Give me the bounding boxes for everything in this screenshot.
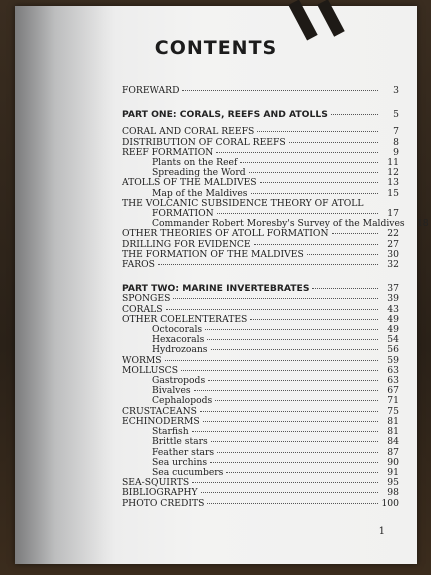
- dot-leader: [289, 142, 378, 143]
- toc-entry-title: Commander Robert Moresby's Survey of the Maldives: [152, 218, 405, 230]
- toc-entry-page: 32: [387, 259, 399, 271]
- dot-leader: [240, 162, 378, 163]
- dot-leader: [194, 390, 378, 391]
- toc-entry-title: SPONGES: [122, 293, 171, 305]
- book-page: [15, 6, 429, 564]
- dot-leader: [208, 380, 378, 381]
- dot-leader: [210, 462, 378, 463]
- toc-entry-page: 71: [387, 395, 399, 407]
- toc-entry-title: Spreading the Word: [152, 167, 246, 179]
- toc-entry: [122, 345, 399, 355]
- toc-entry-title: Sea urchins: [152, 456, 208, 468]
- toc-entry-title: Starfish: [152, 426, 189, 438]
- toc-entry-page: 56: [387, 344, 399, 356]
- dot-leader: [192, 431, 378, 432]
- dot-leader: [203, 421, 378, 422]
- dot-leader: [182, 90, 378, 91]
- toc-entry-page: 81: [387, 426, 399, 438]
- toc-entry: [122, 488, 399, 498]
- dot-leader: [226, 472, 378, 473]
- toc-entry-title: Feather stars: [152, 446, 215, 458]
- section-gap: [122, 270, 399, 277]
- toc-entry-page: 54: [387, 334, 399, 346]
- toc-entry-page: 22: [387, 228, 399, 240]
- toc-entry: [122, 86, 399, 96]
- dot-leader: [205, 329, 378, 330]
- toc-entry-title: SEA-SQUIRTS: [122, 477, 190, 489]
- toc-entry-page: 27: [387, 238, 399, 250]
- toc-entry-page: 17: [387, 208, 399, 220]
- section-gap: [122, 96, 399, 103]
- dot-leader: [207, 503, 378, 504]
- dot-leader: [249, 172, 378, 173]
- toc-entry-page: 18: [416, 218, 429, 230]
- toc-entry: [122, 260, 399, 270]
- toc-entry-page: 63: [387, 375, 399, 387]
- toc-entry-title: Brittle stars: [152, 436, 208, 448]
- toc-part-heading: [122, 110, 399, 120]
- toc-entry-title: Plants on the Reef: [152, 157, 238, 169]
- toc-entry-title: Cephalopods: [152, 395, 213, 407]
- toc-entry-title: PART ONE: CORALS, REEFS AND ATOLLS: [122, 109, 328, 121]
- toc-entry-title: FAROS: [122, 259, 155, 271]
- toc-entry-page: 9: [393, 146, 399, 158]
- toc-entry-page: 7: [393, 126, 399, 138]
- dot-leader: [165, 360, 378, 361]
- toc-entry-title: Octocorals: [152, 324, 203, 336]
- toc-entry-page: 84: [387, 436, 399, 448]
- toc-entry-page: 49: [387, 324, 399, 336]
- toc-entry-page: 90: [387, 456, 399, 468]
- toc-entry-title: Hexacorals: [152, 334, 205, 346]
- dot-leader: [200, 411, 378, 412]
- toc-entry-title: FORMATION: [152, 208, 214, 220]
- toc-entry-page: 12: [387, 167, 399, 179]
- toc-entry-title: Map of the Maldives: [152, 187, 248, 199]
- dot-leader: [211, 349, 379, 350]
- dot-leader: [254, 244, 378, 245]
- dot-leader: [312, 288, 378, 289]
- toc-entry-page: 8: [393, 136, 399, 148]
- toc-entry-title: REEF FORMATION: [122, 146, 214, 158]
- dot-leader: [307, 254, 378, 255]
- toc-entry-title: ECHINODERMS: [122, 415, 200, 427]
- dot-leader: [201, 492, 378, 493]
- toc-entry-page: 75: [387, 405, 399, 417]
- toc-entry: [122, 250, 399, 260]
- bookmark-ribbon: [317, 0, 344, 37]
- toc-entry-title: CORAL AND CORAL REEFS: [122, 126, 255, 138]
- toc-entry-title: CORALS: [122, 303, 163, 315]
- toc-entry-page: 87: [387, 446, 399, 458]
- dot-leader: [166, 309, 378, 310]
- page-number: 1: [378, 526, 385, 537]
- toc-entry-page: 15: [387, 187, 399, 199]
- toc-entry-title: MOLLUSCS: [122, 364, 178, 376]
- table-of-contents: [122, 85, 429, 509]
- toc-entry-page: 95: [387, 477, 399, 489]
- toc-entry-page: 81: [387, 415, 399, 427]
- toc-entry-page: 13: [387, 177, 399, 189]
- dot-leader: [250, 319, 378, 320]
- toc-entry-page: 11: [387, 157, 399, 169]
- toc-entry-title: WORMS: [122, 354, 162, 366]
- toc-entry: [122, 499, 399, 509]
- toc-entry-title: FOREWARD: [122, 85, 180, 96]
- toc-entry-page: 67: [387, 385, 399, 397]
- toc-entry-page: 91: [387, 466, 399, 478]
- toc-entry-title: THE VOLCANIC SUBSIDENCE THEORY OF ATOLL: [122, 197, 364, 209]
- toc-entry: [122, 437, 399, 447]
- gutter-shadow: [15, 6, 115, 564]
- toc-entry-page: 49: [387, 313, 399, 325]
- dot-leader: [251, 193, 379, 194]
- dot-leader: [332, 233, 379, 234]
- dot-leader: [331, 114, 378, 115]
- toc-entry-page: 5: [393, 109, 399, 121]
- toc-entry-title: Sea cucumbers: [152, 466, 224, 478]
- toc-entry-title: Bivalves: [152, 385, 191, 397]
- toc-entry-page: 43: [387, 303, 399, 315]
- toc-entry-title: BIBLIOGRAPHY: [122, 487, 198, 499]
- toc-entry-page: 30: [387, 248, 399, 260]
- toc-entry-title: THE FORMATION OF THE MALDIVES: [122, 248, 304, 260]
- toc-entry-title: OTHER THEORIES OF ATOLL FORMATION: [122, 228, 329, 240]
- dot-leader: [192, 482, 378, 483]
- toc-entry-page: 37: [387, 283, 399, 295]
- dot-leader: [217, 213, 378, 214]
- toc-entry-title: PART TWO: MARINE INVERTEBRATES: [122, 283, 310, 295]
- dot-leader: [173, 298, 378, 299]
- dot-leader: [260, 182, 378, 183]
- dot-leader: [211, 441, 378, 442]
- toc-entry-page: 3: [393, 85, 399, 96]
- toc-entry-page: 59: [387, 354, 399, 366]
- dot-leader: [257, 131, 378, 132]
- toc-entry-title: Gastropods: [152, 375, 206, 387]
- dot-leader: [158, 264, 378, 265]
- dot-leader: [216, 152, 378, 153]
- toc-entry-title: DISTRIBUTION OF CORAL REEFS: [122, 136, 286, 148]
- page-title: CONTENTS: [154, 37, 278, 59]
- dot-leader: [215, 400, 378, 401]
- dot-leader: [181, 370, 378, 371]
- bookmark-ribbon: [288, 0, 317, 40]
- toc-entry-title: DRILLING FOR EVIDENCE: [122, 238, 251, 250]
- toc-entry-page: 63: [387, 364, 399, 376]
- toc-entry-title: ATOLLS OF THE MALDIVES: [122, 177, 257, 189]
- toc-entry-page: 98: [387, 487, 399, 499]
- dot-leader: [217, 452, 378, 453]
- toc-entry-title: OTHER COELENTERATES: [122, 313, 248, 325]
- toc-entry-title: CRUSTACEANS: [122, 405, 197, 417]
- toc-entry-page: 39: [387, 293, 399, 305]
- toc-entry-title: PHOTO CREDITS: [122, 497, 205, 509]
- toc-entry-title: Hydrozoans: [152, 344, 208, 356]
- dot-leader: [207, 339, 378, 340]
- toc-entry: [122, 294, 399, 304]
- toc-entry-page: 100: [381, 497, 399, 509]
